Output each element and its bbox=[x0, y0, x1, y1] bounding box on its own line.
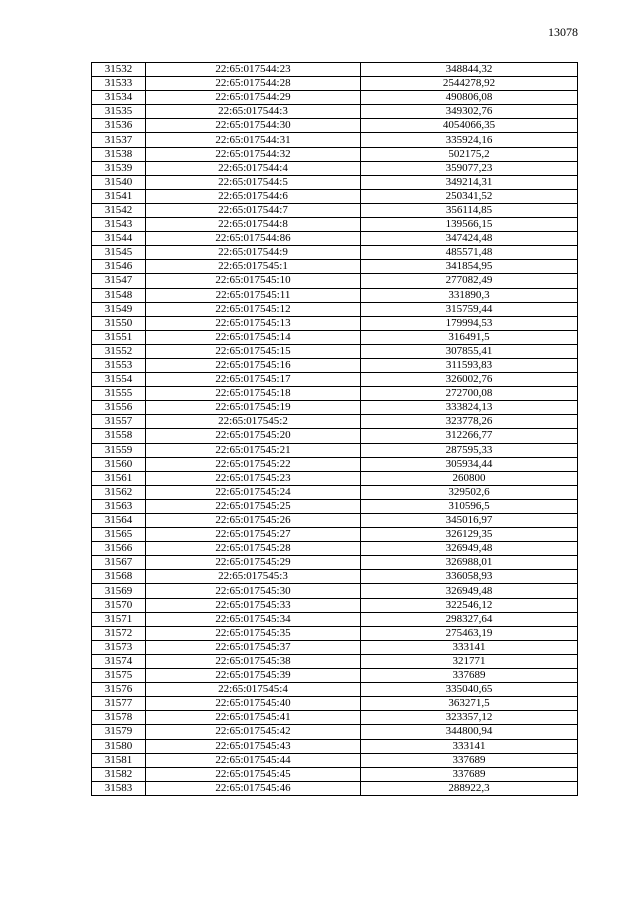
value-cell: 307855,41 bbox=[361, 344, 578, 358]
table-row bbox=[92, 457, 578, 471]
table-row bbox=[92, 330, 578, 344]
cadastral-number-cell: 22:65:017544:86 bbox=[146, 232, 361, 246]
table-row bbox=[92, 683, 578, 697]
value-cell: 322546,12 bbox=[361, 598, 578, 612]
value-cell: 2544278,92 bbox=[361, 77, 578, 91]
table-row bbox=[92, 542, 578, 556]
row-number-cell: 31564 bbox=[92, 514, 146, 528]
row-number-cell: 31548 bbox=[92, 288, 146, 302]
value-cell: 349302,76 bbox=[361, 105, 578, 119]
row-number-cell: 31539 bbox=[92, 161, 146, 175]
data-table bbox=[91, 62, 578, 796]
value-cell: 288922,3 bbox=[361, 781, 578, 795]
row-number-cell: 31542 bbox=[92, 203, 146, 217]
table-row bbox=[92, 133, 578, 147]
cadastral-number-cell: 22:65:017545:27 bbox=[146, 528, 361, 542]
value-cell: 305934,44 bbox=[361, 457, 578, 471]
table-row bbox=[92, 316, 578, 330]
cadastral-number-cell: 22:65:017545:22 bbox=[146, 457, 361, 471]
value-cell: 326949,48 bbox=[361, 584, 578, 598]
value-cell: 316491,5 bbox=[361, 330, 578, 344]
table-row bbox=[92, 429, 578, 443]
table-row bbox=[92, 471, 578, 485]
row-number-cell: 31571 bbox=[92, 612, 146, 626]
table-row bbox=[92, 344, 578, 358]
row-number-cell: 31535 bbox=[92, 105, 146, 119]
value-cell: 315759,44 bbox=[361, 302, 578, 316]
table-row bbox=[92, 105, 578, 119]
table-row bbox=[92, 358, 578, 372]
row-number-cell: 31557 bbox=[92, 415, 146, 429]
value-cell: 345016,97 bbox=[361, 514, 578, 528]
row-number-cell: 31537 bbox=[92, 133, 146, 147]
cadastral-number-cell: 22:65:017545:19 bbox=[146, 401, 361, 415]
value-cell: 333141 bbox=[361, 739, 578, 753]
row-number-cell: 31570 bbox=[92, 598, 146, 612]
row-number-cell: 31554 bbox=[92, 373, 146, 387]
row-number-cell: 31536 bbox=[92, 119, 146, 133]
value-cell: 490806,08 bbox=[361, 91, 578, 105]
cadastral-number-cell: 22:65:017545:14 bbox=[146, 330, 361, 344]
row-number-cell: 31538 bbox=[92, 147, 146, 161]
table-row bbox=[92, 63, 578, 77]
row-number-cell: 31575 bbox=[92, 669, 146, 683]
table-row bbox=[92, 175, 578, 189]
table-row bbox=[92, 767, 578, 781]
cadastral-number-cell: 22:65:017544:8 bbox=[146, 218, 361, 232]
cadastral-number-cell: 22:65:017544:30 bbox=[146, 119, 361, 133]
table-row bbox=[92, 147, 578, 161]
value-cell: 287595,33 bbox=[361, 443, 578, 457]
cadastral-number-cell: 22:65:017544:31 bbox=[146, 133, 361, 147]
table-row bbox=[92, 91, 578, 105]
row-number-cell: 31566 bbox=[92, 542, 146, 556]
row-number-cell: 31558 bbox=[92, 429, 146, 443]
table-row bbox=[92, 218, 578, 232]
cadastral-number-cell: 22:65:017545:3 bbox=[146, 570, 361, 584]
row-number-cell: 31582 bbox=[92, 767, 146, 781]
value-cell: 333141 bbox=[361, 640, 578, 654]
table-row bbox=[92, 725, 578, 739]
cadastral-number-cell: 22:65:017545:10 bbox=[146, 274, 361, 288]
row-number-cell: 31541 bbox=[92, 189, 146, 203]
value-cell: 359077,23 bbox=[361, 161, 578, 175]
table-row bbox=[92, 401, 578, 415]
value-cell: 310596,5 bbox=[361, 499, 578, 513]
row-number-cell: 31559 bbox=[92, 443, 146, 457]
value-cell: 323778,26 bbox=[361, 415, 578, 429]
cadastral-number-cell: 22:65:017545:2 bbox=[146, 415, 361, 429]
row-number-cell: 31563 bbox=[92, 499, 146, 513]
table-row bbox=[92, 654, 578, 668]
value-cell: 323357,12 bbox=[361, 711, 578, 725]
value-cell: 326129,35 bbox=[361, 528, 578, 542]
cadastral-number-cell: 22:65:017545:28 bbox=[146, 542, 361, 556]
cadastral-number-cell: 22:65:017545:46 bbox=[146, 781, 361, 795]
cadastral-number-cell: 22:65:017545:12 bbox=[146, 302, 361, 316]
cadastral-number-cell: 22:65:017545:4 bbox=[146, 683, 361, 697]
value-cell: 347424,48 bbox=[361, 232, 578, 246]
cadastral-number-cell: 22:65:017545:25 bbox=[146, 499, 361, 513]
cadastral-number-cell: 22:65:017544:6 bbox=[146, 189, 361, 203]
row-number-cell: 31565 bbox=[92, 528, 146, 542]
table-row bbox=[92, 612, 578, 626]
cadastral-number-cell: 22:65:017544:5 bbox=[146, 175, 361, 189]
value-cell: 333824,13 bbox=[361, 401, 578, 415]
table-row bbox=[92, 781, 578, 795]
table-row bbox=[92, 528, 578, 542]
cadastral-number-cell: 22:65:017544:9 bbox=[146, 246, 361, 260]
value-cell: 250341,52 bbox=[361, 189, 578, 203]
row-number-cell: 31551 bbox=[92, 330, 146, 344]
value-cell: 326002,76 bbox=[361, 373, 578, 387]
page-number: 13078 bbox=[548, 25, 578, 39]
table-row bbox=[92, 260, 578, 274]
cadastral-number-cell: 22:65:017545:20 bbox=[146, 429, 361, 443]
value-cell: 348844,32 bbox=[361, 63, 578, 77]
table-row bbox=[92, 232, 578, 246]
value-cell: 363271,5 bbox=[361, 697, 578, 711]
cadastral-number-cell: 22:65:017545:24 bbox=[146, 485, 361, 499]
cadastral-number-cell: 22:65:017545:42 bbox=[146, 725, 361, 739]
table-row bbox=[92, 753, 578, 767]
table-row bbox=[92, 669, 578, 683]
value-cell: 321771 bbox=[361, 654, 578, 668]
cadastral-number-cell: 22:65:017545:44 bbox=[146, 753, 361, 767]
value-cell: 272700,08 bbox=[361, 387, 578, 401]
table-body bbox=[92, 63, 578, 796]
value-cell: 335924,16 bbox=[361, 133, 578, 147]
value-cell: 335040,65 bbox=[361, 683, 578, 697]
table-row bbox=[92, 77, 578, 91]
row-number-cell: 31545 bbox=[92, 246, 146, 260]
value-cell: 260800 bbox=[361, 471, 578, 485]
table-row bbox=[92, 598, 578, 612]
row-number-cell: 31555 bbox=[92, 387, 146, 401]
table-row bbox=[92, 739, 578, 753]
cadastral-number-cell: 22:65:017545:26 bbox=[146, 514, 361, 528]
row-number-cell: 31580 bbox=[92, 739, 146, 753]
table-row bbox=[92, 189, 578, 203]
row-number-cell: 31543 bbox=[92, 218, 146, 232]
table-row bbox=[92, 203, 578, 217]
table-row bbox=[92, 640, 578, 654]
cadastral-number-cell: 22:65:017544:32 bbox=[146, 147, 361, 161]
row-number-cell: 31534 bbox=[92, 91, 146, 105]
value-cell: 349214,31 bbox=[361, 175, 578, 189]
table-row bbox=[92, 387, 578, 401]
row-number-cell: 31579 bbox=[92, 725, 146, 739]
row-number-cell: 31550 bbox=[92, 316, 146, 330]
table-row bbox=[92, 485, 578, 499]
cadastral-number-cell: 22:65:017545:23 bbox=[146, 471, 361, 485]
value-cell: 356114,85 bbox=[361, 203, 578, 217]
cadastral-number-cell: 22:65:017545:11 bbox=[146, 288, 361, 302]
row-number-cell: 31567 bbox=[92, 556, 146, 570]
value-cell: 337689 bbox=[361, 669, 578, 683]
row-number-cell: 31577 bbox=[92, 697, 146, 711]
cadastral-number-cell: 22:65:017544:4 bbox=[146, 161, 361, 175]
cadastral-number-cell: 22:65:017545:18 bbox=[146, 387, 361, 401]
row-number-cell: 31561 bbox=[92, 471, 146, 485]
cadastral-number-cell: 22:65:017544:3 bbox=[146, 105, 361, 119]
row-number-cell: 31556 bbox=[92, 401, 146, 415]
value-cell: 4054066,35 bbox=[361, 119, 578, 133]
table-row bbox=[92, 499, 578, 513]
cadastral-number-cell: 22:65:017545:39 bbox=[146, 669, 361, 683]
cadastral-number-cell: 22:65:017545:45 bbox=[146, 767, 361, 781]
row-number-cell: 31552 bbox=[92, 344, 146, 358]
row-number-cell: 31546 bbox=[92, 260, 146, 274]
value-cell: 179994,53 bbox=[361, 316, 578, 330]
value-cell: 502175,2 bbox=[361, 147, 578, 161]
value-cell: 336058,93 bbox=[361, 570, 578, 584]
row-number-cell: 31533 bbox=[92, 77, 146, 91]
table-row bbox=[92, 415, 578, 429]
table-row bbox=[92, 711, 578, 725]
cadastral-number-cell: 22:65:017545:35 bbox=[146, 626, 361, 640]
value-cell: 326988,01 bbox=[361, 556, 578, 570]
cadastral-number-cell: 22:65:017545:13 bbox=[146, 316, 361, 330]
table-row bbox=[92, 119, 578, 133]
cadastral-number-cell: 22:65:017545:15 bbox=[146, 344, 361, 358]
row-number-cell: 31576 bbox=[92, 683, 146, 697]
row-number-cell: 31578 bbox=[92, 711, 146, 725]
row-number-cell: 31560 bbox=[92, 457, 146, 471]
cadastral-number-cell: 22:65:017545:33 bbox=[146, 598, 361, 612]
row-number-cell: 31562 bbox=[92, 485, 146, 499]
row-number-cell: 31540 bbox=[92, 175, 146, 189]
value-cell: 329502,6 bbox=[361, 485, 578, 499]
cadastral-number-cell: 22:65:017544:28 bbox=[146, 77, 361, 91]
table-row bbox=[92, 443, 578, 457]
table-row bbox=[92, 288, 578, 302]
value-cell: 337689 bbox=[361, 767, 578, 781]
row-number-cell: 31547 bbox=[92, 274, 146, 288]
table-row bbox=[92, 626, 578, 640]
cadastral-number-cell: 22:65:017545:16 bbox=[146, 358, 361, 372]
table-row bbox=[92, 556, 578, 570]
row-number-cell: 31573 bbox=[92, 640, 146, 654]
table-row bbox=[92, 302, 578, 316]
row-number-cell: 31572 bbox=[92, 626, 146, 640]
cadastral-number-cell: 22:65:017545:21 bbox=[146, 443, 361, 457]
row-number-cell: 31532 bbox=[92, 63, 146, 77]
table-row bbox=[92, 373, 578, 387]
table-row bbox=[92, 161, 578, 175]
value-cell: 344800,94 bbox=[361, 725, 578, 739]
value-cell: 337689 bbox=[361, 753, 578, 767]
cadastral-number-cell: 22:65:017544:7 bbox=[146, 203, 361, 217]
value-cell: 277082,49 bbox=[361, 274, 578, 288]
cadastral-number-cell: 22:65:017544:23 bbox=[146, 63, 361, 77]
cadastral-number-cell: 22:65:017545:1 bbox=[146, 260, 361, 274]
cadastral-number-cell: 22:65:017545:34 bbox=[146, 612, 361, 626]
row-number-cell: 31574 bbox=[92, 654, 146, 668]
table-row bbox=[92, 274, 578, 288]
value-cell: 298327,64 bbox=[361, 612, 578, 626]
cadastral-number-cell: 22:65:017545:30 bbox=[146, 584, 361, 598]
cadastral-number-cell: 22:65:017545:17 bbox=[146, 373, 361, 387]
value-cell: 312266,77 bbox=[361, 429, 578, 443]
value-cell: 485571,48 bbox=[361, 246, 578, 260]
row-number-cell: 31553 bbox=[92, 358, 146, 372]
row-number-cell: 31549 bbox=[92, 302, 146, 316]
row-number-cell: 31583 bbox=[92, 781, 146, 795]
row-number-cell: 31581 bbox=[92, 753, 146, 767]
row-number-cell: 31544 bbox=[92, 232, 146, 246]
cadastral-number-cell: 22:65:017545:43 bbox=[146, 739, 361, 753]
value-cell: 341854,95 bbox=[361, 260, 578, 274]
cadastral-number-cell: 22:65:017545:38 bbox=[146, 654, 361, 668]
table-row bbox=[92, 570, 578, 584]
table-row bbox=[92, 514, 578, 528]
cadastral-number-cell: 22:65:017545:29 bbox=[146, 556, 361, 570]
row-number-cell: 31568 bbox=[92, 570, 146, 584]
value-cell: 311593,83 bbox=[361, 358, 578, 372]
table-row bbox=[92, 697, 578, 711]
value-cell: 275463,19 bbox=[361, 626, 578, 640]
cadastral-number-cell: 22:65:017545:40 bbox=[146, 697, 361, 711]
value-cell: 139566,15 bbox=[361, 218, 578, 232]
cadastral-number-cell: 22:65:017545:41 bbox=[146, 711, 361, 725]
row-number-cell: 31569 bbox=[92, 584, 146, 598]
table-row bbox=[92, 584, 578, 598]
cadastral-number-cell: 22:65:017544:29 bbox=[146, 91, 361, 105]
value-cell: 326949,48 bbox=[361, 542, 578, 556]
cadastral-number-cell: 22:65:017545:37 bbox=[146, 640, 361, 654]
value-cell: 331890,3 bbox=[361, 288, 578, 302]
table-row bbox=[92, 246, 578, 260]
